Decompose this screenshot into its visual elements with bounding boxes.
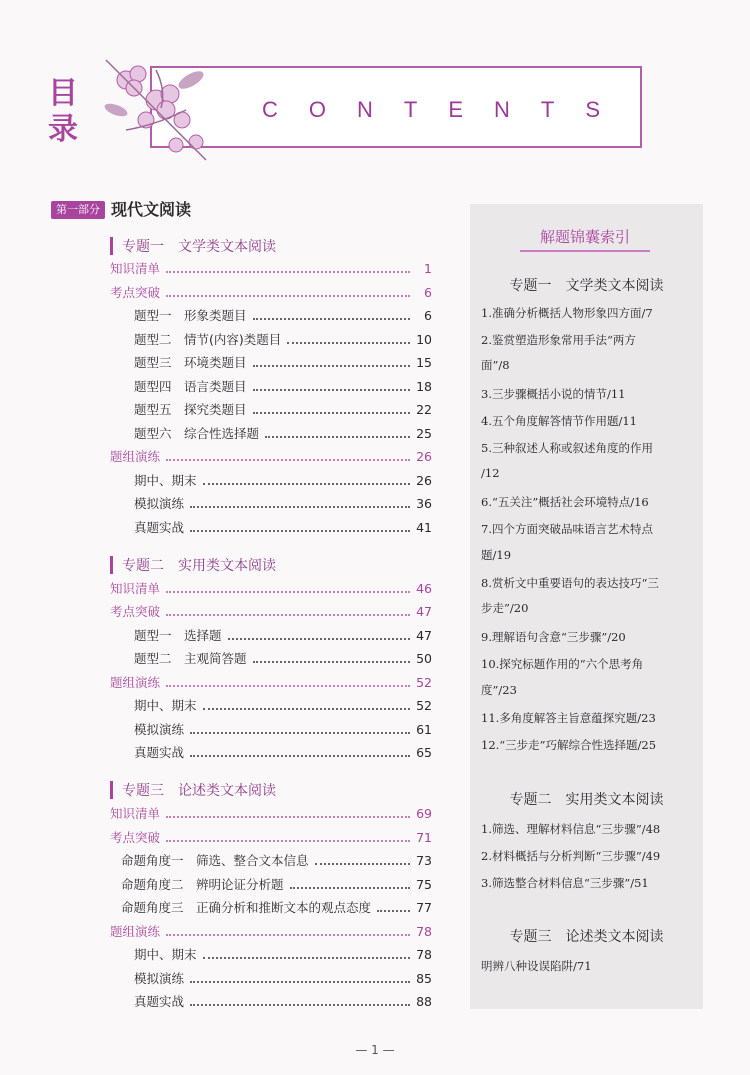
toc-entry[interactable]: 题组演练 26 (110, 449, 432, 464)
toc-entry[interactable]: 真题实战 41 (134, 520, 432, 535)
tip-line: 度”/23 (481, 683, 517, 697)
toc-entry[interactable]: 模拟演练 61 (134, 722, 432, 737)
toc-entry[interactable]: 命题角度一 筛选、整合文本信息 73 (121, 853, 432, 868)
toc-entry[interactable]: 考点突破 6 (110, 285, 432, 300)
toc-entry[interactable]: 题型二 主观简答题 50 (134, 651, 432, 666)
toc-topic-title: 专题三 论述类文本阅读 (110, 781, 276, 799)
tip-line: 3.三步骤概括小说的情节/11 (481, 387, 626, 401)
header-title-en: CONTENTS (262, 97, 631, 122)
toc-entry[interactable]: 题型二 情节(内容)类题目 10 (134, 332, 432, 347)
tip-line: 2.材料概括与分析判断“三步骤”/49 (481, 849, 661, 863)
tip-line: 9.理解语句含意“三步骤”/20 (481, 630, 626, 644)
header-title-cn: 目录 (48, 76, 78, 147)
toc-entry[interactable]: 期中、期末 52 (134, 698, 432, 713)
tip-line: 步走”/20 (481, 601, 529, 615)
toc-entry[interactable]: 期中、期末 78 (134, 947, 432, 962)
tips-topic-title: 专题二 实用类文本阅读 (509, 792, 664, 808)
toc-entry[interactable]: 题型五 探究类题目 22 (134, 402, 432, 417)
toc-entry[interactable]: 真题实战 65 (134, 745, 432, 760)
tips-index-title: 解题锦囊索引 (520, 226, 650, 252)
toc-entry[interactable]: 考点突破 47 (110, 604, 432, 619)
tips-topic-title: 专题三 论述类文本阅读 (509, 929, 664, 945)
toc-entry[interactable]: 真题实战 88 (134, 994, 432, 1009)
tips-topic-title: 专题一 文学类文本阅读 (509, 278, 664, 294)
toc-entry[interactable]: 期中、期末 26 (134, 473, 432, 488)
toc-entry[interactable]: 题型四 语言类题目 18 (134, 379, 432, 394)
tip-line: 5.三种叙述人称或叙述角度的作用 (481, 441, 653, 455)
tip-line: 1.筛选、理解材料信息“三步骤”/48 (481, 822, 661, 836)
toc-entry[interactable]: 模拟演练 85 (134, 971, 432, 986)
part-tag: 第一部分 (51, 201, 105, 219)
toc-entry[interactable]: 命题角度三 正确分析和推断文本的观点态度 77 (121, 900, 432, 915)
tip-line: /12 (481, 466, 500, 480)
tip-line: 2.鉴赏塑造形象常用手法“两方 (481, 333, 636, 347)
toc-entry[interactable]: 题型六 综合性选择题 25 (134, 426, 432, 441)
tip-line: 8.赏析文中重要语句的表达技巧“三 (481, 576, 659, 590)
tip-line: 7.四个方面突破品味语言艺术特点 (481, 522, 653, 536)
toc-entry[interactable]: 知识清单 69 (110, 806, 432, 821)
tip-line: 10.探究标题作用的“六个思考角 (481, 657, 644, 671)
toc-entry[interactable]: 题组演练 78 (110, 924, 432, 939)
toc-entry[interactable]: 命题角度二 辨明论证分析题 75 (121, 877, 432, 892)
tip-line: 4.五个角度解答情节作用题/11 (481, 414, 637, 428)
tip-line: 11.多角度解答主旨意蕴探究题/23 (481, 711, 656, 725)
toc-entry[interactable]: 题型一 形象类题目 6 (134, 308, 432, 323)
tip-line: 3.筛选整合材料信息“三步骤”/51 (481, 876, 649, 890)
toc-topic-title: 专题一 文学类文本阅读 (110, 237, 276, 255)
tip-line: 面”/8 (481, 358, 510, 372)
toc-entry[interactable]: 模拟演练 36 (134, 496, 432, 511)
toc-entry[interactable]: 题型三 环境类题目 15 (134, 355, 432, 370)
tip-line: 6.“五关注”概括社会环境特点/16 (481, 495, 649, 509)
toc-entry[interactable]: 考点突破 71 (110, 830, 432, 845)
tip-line: 1.准确分析概括人物形象四方面/7 (481, 306, 653, 320)
tip-line: 明辨八种设误陷阱/71 (481, 959, 592, 973)
tip-line: 12.“三步走”巧解综合性选择题/25 (481, 738, 657, 752)
toc-entry[interactable]: 知识清单 1 (110, 261, 432, 276)
toc-topic-title: 专题二 实用类文本阅读 (110, 556, 276, 574)
toc-entry[interactable]: 题组演练 52 (110, 675, 432, 690)
toc-entry[interactable]: 题型一 选择题 47 (134, 628, 432, 643)
part-title: 现代文阅读 (111, 200, 192, 219)
tip-line: 题/19 (481, 548, 512, 562)
toc-entry[interactable]: 知识清单 46 (110, 581, 432, 596)
page-number: — 1 — (355, 1043, 395, 1057)
flower-decoration-icon (86, 50, 226, 170)
